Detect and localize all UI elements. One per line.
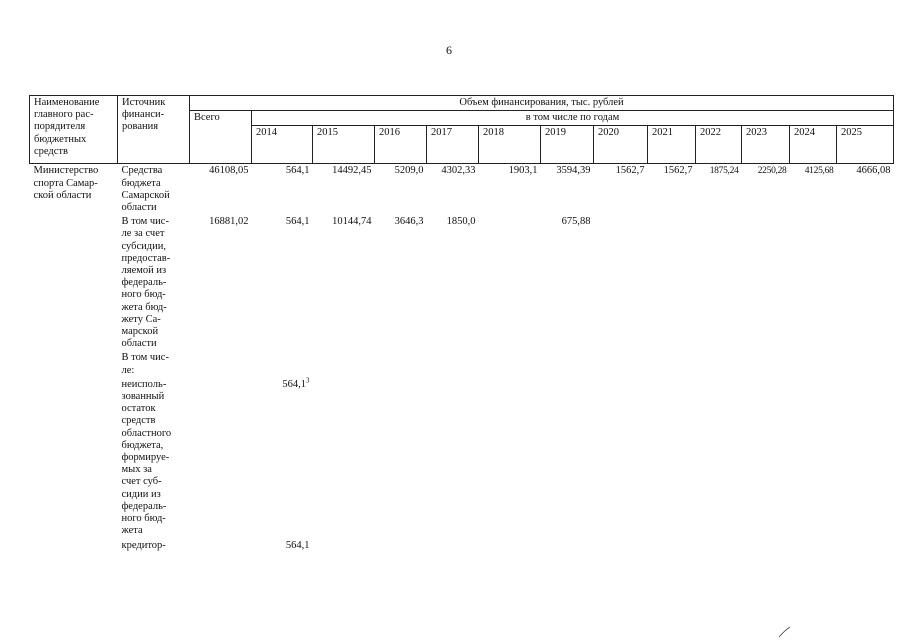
row-value (252, 351, 313, 377)
row-total: 16881,02 (209, 216, 249, 228)
table-row (30, 378, 894, 539)
header-total: Всего (190, 111, 252, 164)
header-year: 2021 (648, 126, 696, 164)
row-value (541, 539, 594, 553)
row-value: 1875,24 (709, 166, 739, 177)
row-value: 1903,1 (508, 165, 538, 177)
row-value (375, 351, 427, 377)
row-value (648, 378, 696, 539)
row-name (30, 351, 118, 377)
row-name: Министерство спорта Самар- ской области (33, 165, 99, 201)
row-value: 564,1 (285, 216, 310, 228)
row-value: 564,1 (285, 539, 310, 551)
row-source: В том чис- ле за счет субсидии, предостав- ляемой из федераль- ного бюд- жета бюд- жету Са- марской области (121, 216, 171, 350)
row-value: 564,1$^3$ (282, 376, 310, 390)
row-value (375, 378, 427, 539)
row-value (479, 539, 541, 553)
header-source: Источник финанси- рования (118, 96, 190, 164)
row-value (375, 539, 427, 553)
row-value (790, 215, 837, 351)
header-year: 2020 (594, 126, 648, 164)
row-name (30, 378, 118, 539)
row-value: 4125,68 (804, 166, 834, 177)
row-value: 5209,0 (394, 165, 424, 177)
row-value (837, 215, 894, 351)
row-value: 14492,45 (332, 165, 372, 177)
row-value (479, 215, 541, 351)
row-value (541, 351, 594, 377)
row-value (696, 539, 742, 553)
row-source: кредитор- (121, 539, 166, 551)
row-total (190, 351, 252, 377)
row-value (427, 539, 479, 553)
row-value: 564,1 (285, 165, 310, 177)
row-value (790, 378, 837, 539)
row-value (648, 351, 696, 377)
row-value (479, 351, 541, 377)
row-value (594, 539, 648, 553)
header-funding-title: Объем финансирования, тыс. рублей (190, 96, 894, 111)
row-value (696, 351, 742, 377)
header-year: 2014 (252, 126, 313, 164)
row-value (742, 539, 790, 553)
row-value: 3646,3 (394, 216, 424, 228)
row-value: 3594,39 (556, 165, 591, 177)
row-value (837, 378, 894, 539)
row-value (696, 215, 742, 351)
header-year: 2019 (541, 126, 594, 164)
page-number: 6 (446, 43, 452, 57)
table-row (30, 215, 894, 351)
row-value: 675,88 (561, 216, 591, 228)
row-value (837, 539, 894, 553)
header-name: Наименование главного рас- порядителя бюджетных средств (30, 96, 118, 164)
row-value: 2250,28 (757, 166, 787, 177)
row-name (30, 539, 118, 553)
row-value (742, 215, 790, 351)
row-value (313, 351, 375, 377)
header-year: 2015 (313, 126, 375, 164)
row-value (790, 539, 837, 553)
row-value (427, 351, 479, 377)
table-row (30, 164, 894, 215)
row-value (648, 539, 696, 553)
row-value (742, 351, 790, 377)
row-value (696, 378, 742, 539)
row-total (190, 378, 252, 539)
row-value (648, 215, 696, 351)
row-value (313, 378, 375, 539)
row-value (742, 378, 790, 539)
row-value: 4302,33 (441, 165, 476, 177)
header-by-years: в том числе по годам (252, 111, 894, 126)
header-year: 2024 (790, 126, 837, 164)
pen-stroke-mark (778, 626, 792, 638)
row-value (594, 351, 648, 377)
header-year: 2018 (479, 126, 541, 164)
row-source: неисполь- зованный остаток средств областного бюджета, формируе- мых за счет суб- сидии из федераль- ного бюд- жета (121, 378, 172, 537)
financing-table (29, 95, 894, 553)
row-name (30, 215, 118, 351)
row-value (790, 351, 837, 377)
footnote-mark: 3 (306, 376, 310, 385)
row-value (479, 378, 541, 539)
row-value: 1562,7 (615, 165, 645, 177)
row-value: 1850,0 (446, 216, 476, 228)
header-year: 2016 (375, 126, 427, 164)
row-total (190, 539, 252, 553)
row-source: Средства бюджета Самарской области (121, 165, 170, 214)
header-year: 2022 (696, 126, 742, 164)
row-value (594, 378, 648, 539)
row-value (427, 378, 479, 539)
table-row (30, 539, 894, 553)
row-value (313, 539, 375, 553)
row-source: В том чис- ле: (121, 352, 169, 376)
row-value (837, 351, 894, 377)
table-row (30, 351, 894, 377)
row-value: 4666,08 (856, 165, 891, 177)
row-value (594, 215, 648, 351)
header-year: 2025 (837, 126, 894, 164)
header-year: 2017 (427, 126, 479, 164)
row-value (541, 378, 594, 539)
header-year: 2023 (742, 126, 790, 164)
row-value: 10144,74 (332, 216, 372, 228)
row-value: 1562,7 (663, 165, 693, 177)
row-total: 46108,05 (209, 165, 249, 177)
